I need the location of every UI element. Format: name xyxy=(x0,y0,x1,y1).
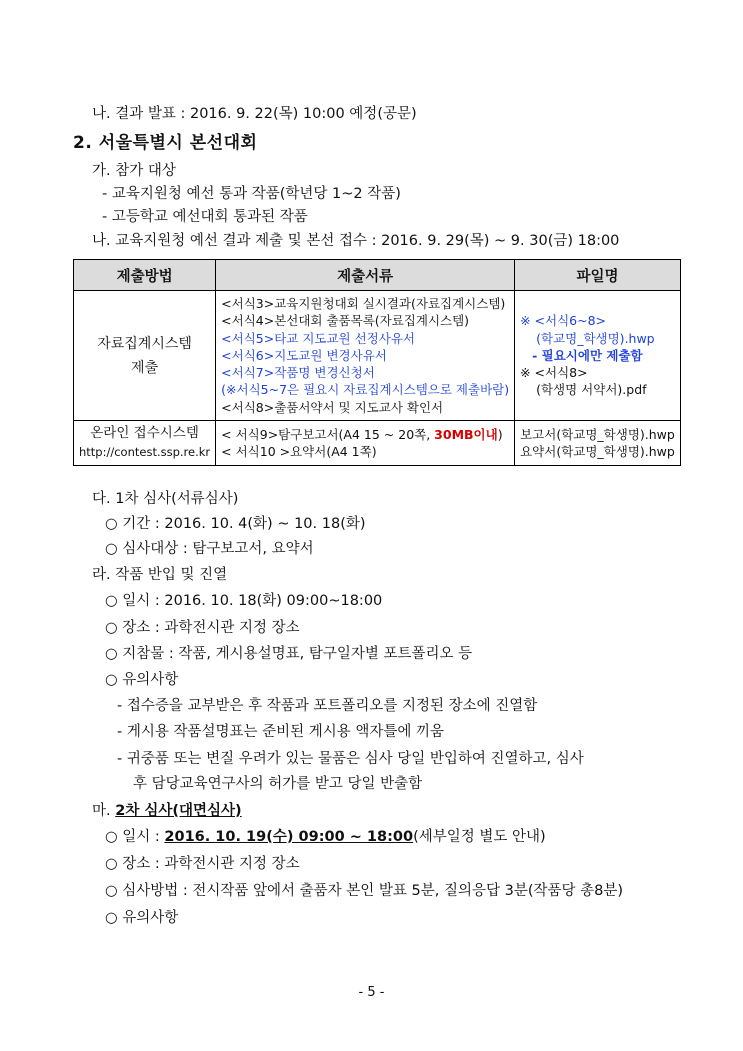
file-line: 보고서(학교명_학생명).hwp xyxy=(520,426,675,442)
table-header-row xyxy=(74,260,681,291)
doc-line xyxy=(221,426,509,443)
install-items: ○ 지참물 : 작품, 게시용설명표, 탐구일자별 포트폴리오 등 xyxy=(105,646,473,662)
second-review-heading xyxy=(92,802,242,820)
second-review-notes: ○ 유의사항 xyxy=(105,910,179,926)
install-notes-heading: ○ 유의사항 xyxy=(105,672,179,688)
second-review-date xyxy=(105,828,546,846)
file-line: (학교명_학생명).hwp xyxy=(536,330,655,346)
method-line: 자료집계시스템 xyxy=(97,335,192,352)
header-method: 제출방법 xyxy=(74,260,216,291)
filename-cell xyxy=(515,421,681,466)
section-heading-seoul: 2. 서울특별시 본선대회 xyxy=(73,133,258,153)
filename-cell xyxy=(515,291,681,421)
method-line: 온라인 접수시스템 xyxy=(90,425,199,441)
participants-heading: 가. 참가 대상 xyxy=(92,163,176,179)
submission-heading: 나. 교육지원청 예선 결과 제출 및 본선 접수 : 2016. 9. 29(목) ~ 9. 30(금) 18:00 xyxy=(92,233,620,249)
submission-table xyxy=(73,259,681,466)
file-line: ※ <서식8> xyxy=(520,365,588,381)
page-number: - 5 - xyxy=(358,985,385,1000)
review-date: 2016. 10. 19(수) 09:00 ~ 18:00 xyxy=(164,829,414,845)
install-heading: 라. 작품 반입 및 진열 xyxy=(92,567,228,583)
first-review-heading: 다. 1차 심사(서류심사) xyxy=(92,491,239,507)
doc-line: <서식7>작품명 변경신청서 xyxy=(221,365,375,381)
heading-prefix: 마. xyxy=(92,803,116,819)
doc-text: < 서식9>탐구보고서(A4 15 ~ 20쪽, xyxy=(221,426,435,442)
date-prefix: ○ 일시 : xyxy=(105,829,165,845)
date-suffix: (세부일정 별도 안내) xyxy=(413,829,546,845)
first-review-period: ○ 기간 : 2016. 10. 4(화) ~ 10. 18(화) xyxy=(105,516,366,532)
doc-line: <서식4>본선대회 출품목록(자료집계시스템) xyxy=(221,313,470,329)
doc-line: < 서식10 >요약서(A4 1쪽) xyxy=(221,444,377,459)
method-cell xyxy=(74,421,216,466)
table-row xyxy=(74,421,681,466)
install-date: ○ 일시 : 2016. 10. 18(화) 09:00~18:00 xyxy=(105,593,383,609)
doc-line: <서식5>타교 지도교원 선정사유서 xyxy=(221,330,415,346)
file-line: (학생명 서약서).pdf xyxy=(536,382,647,398)
doc-line: <서식8>출품서약서 및 지도교사 확인서 xyxy=(221,399,444,415)
install-place: ○ 장소 : 과학전시관 지정 장소 xyxy=(105,620,300,636)
install-note-1: - 접수증을 교부받은 후 작품과 포트폴리오를 지정된 장소에 진열함 xyxy=(117,698,538,714)
table-row xyxy=(74,291,681,421)
install-note-3-cont: 후 담당교육연구사의 허가를 받고 당일 반출함 xyxy=(133,776,423,792)
doc-line: <서식3>교육지원청대회 실시결과(자료집계시스템) xyxy=(221,295,506,311)
method-cell xyxy=(74,291,216,421)
doc-line: <서식6>지도교원 변경사유서 xyxy=(221,347,387,363)
first-review-targets: ○ 심사대상 : 탐구보고서, 요약서 xyxy=(105,541,314,557)
install-note-3: - 귀중품 또는 변질 우려가 있는 물품은 심사 당일 반입하여 진열하고, 심사 xyxy=(117,751,584,767)
file-line: 요약서(학교명_학생명).hwp xyxy=(520,444,675,459)
header-documents: 제출서류 xyxy=(216,260,515,291)
method-line: 제출 xyxy=(131,359,159,376)
participants-item-1: - 교육지원청 예선 통과 작품(학년당 1~2 작품) xyxy=(102,186,401,202)
doc-line: (※서식5~7은 필요시 자료집계시스템으로 제출바람) xyxy=(221,382,510,398)
file-line: - 필요시에만 제출함 xyxy=(532,347,643,363)
heading-title: 2차 심사(대면심사) xyxy=(115,803,242,819)
header-filename: 파일명 xyxy=(515,260,681,291)
install-note-2: - 게시용 작품설명표는 준비된 게시용 액자틀에 끼움 xyxy=(117,724,445,740)
doc-text: ) xyxy=(497,426,503,442)
second-review-place: ○ 장소 : 과학전시관 지정 장소 xyxy=(105,856,300,872)
result-announcement: 나. 결과 발표 : 2016. 9. 22(목) 10:00 예정(공문) xyxy=(92,106,417,122)
participants-item-2: - 고등학교 예선대회 통과된 작품 xyxy=(102,209,308,225)
file-line: ※ <서식6~8> xyxy=(520,313,607,329)
second-review-method: ○ 심사방법 : 전시작품 앞에서 출품자 본인 발표 5분, 질의응답 3분(작품당 총8분) xyxy=(105,883,624,899)
size-limit: 30MB이내 xyxy=(434,426,498,442)
documents-cell xyxy=(216,291,515,421)
documents-cell xyxy=(216,421,515,466)
contest-url: http://contest.ssp.re.kr xyxy=(79,445,211,459)
